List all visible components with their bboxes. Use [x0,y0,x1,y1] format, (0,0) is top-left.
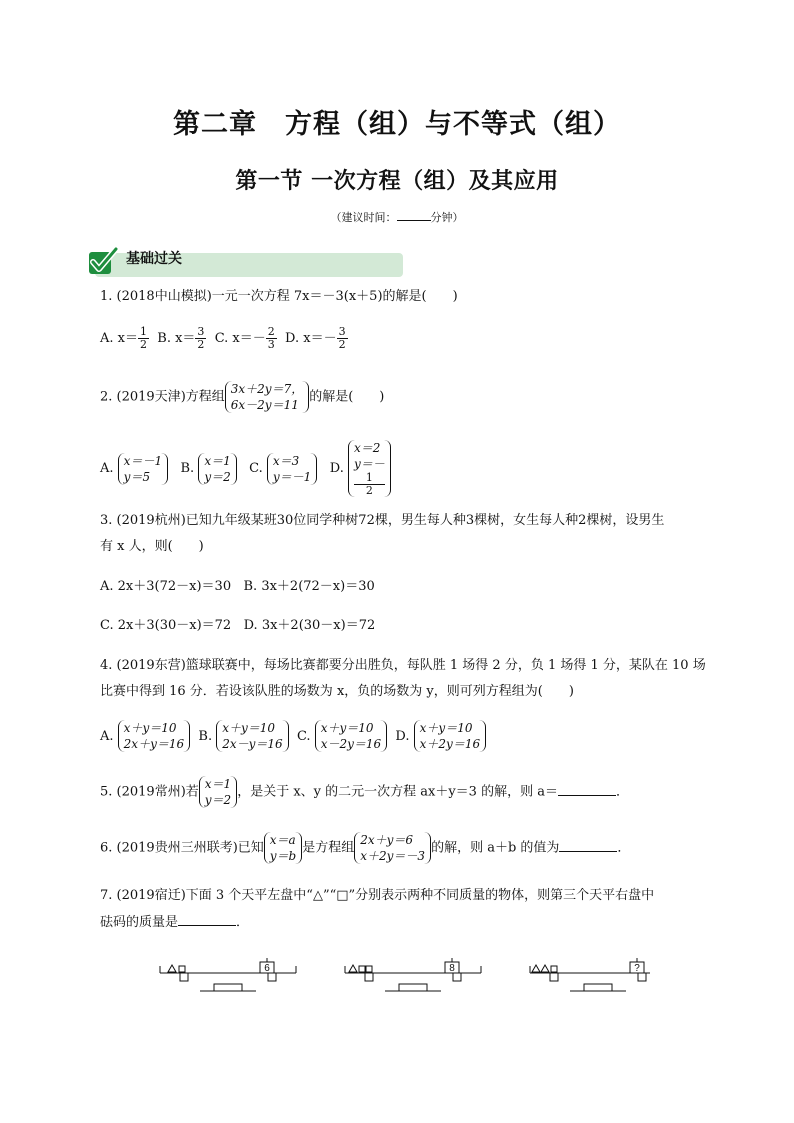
question-7-line-1: 7. (2019宿迁)下面 3 个天平左盘中“△”“□”分别表示两种不同质量的物体，则第三个天平右盘中 [100,888,655,903]
question-4-line-2: 比赛中得到 16 分．若设该队胜的场数为 x，负的场数为 y，则可列方程组为( ) [100,684,574,699]
section-title: 第一节 一次方程（组）及其应用 [235,169,559,194]
balance-3-weight: ? [634,963,640,974]
suggested-time [0,209,794,225]
question-5: 5. (2019常州)若 x＝1 y＝2 ，是关于 x、y 的二元一次方程 ax＋y＝3 的解，则 a＝ ． [100,777,629,807]
question-3-options-row-2 [100,617,375,635]
q1-option-d[interactable]: D. x＝－ $\frac{3}{2}$ [285,325,346,351]
q4-option-b[interactable]: B. x＋y＝10 2x－y＝16 [198,729,288,744]
question-3-line-1: 3. (2019杭州)已知九年级某班30位同学种树72棵，男生每人种3棵树，女生每人种2棵树，设男生 [100,513,665,528]
question-2-options [100,440,391,497]
q6-equation-system: 2x＋y＝6 x＋2y＝－3 [354,832,431,864]
checkmark-icon [86,244,120,278]
q4-option-d[interactable]: D. x＋y＝10 x＋2y＝16 [395,729,486,744]
time-blank[interactable] [397,210,431,221]
q5-solution-system: x＝1 y＝2 [199,776,237,808]
q4-option-a[interactable]: A. x＋y＝10 2x＋y＝16 [100,729,190,744]
q3-option-a[interactable]: A. 2x＋3(72－x)＝30 [100,579,232,594]
q1-option-b[interactable]: B. x＝ $\frac{3}{2}$ [157,325,205,351]
question-3-line-2: 有 x 人，则( ) [100,539,204,554]
question-6: 6. (2019贵州三州联考)已知 x＝a y＝b 是方程组 2x＋y＝6 x＋2y＝－3 的解，则 a＋b 的值为 ． [100,833,631,863]
banner-label: 基础过关 [126,251,182,267]
time-prefix: （建议时间： [330,211,397,224]
q2-option-d[interactable]: D. x＝2 y＝－ 1 2 [330,461,391,476]
question-2-stem: 2. (2019天津)方程组 3x＋2y＝7， 6x－2y＝11 的解是( ) [100,382,385,412]
question-4-line-1: 4. (2019东营)篮球联赛中，每场比赛都要分出胜负，每队胜 1 场得 2 分，负 1 场得 1 分，某队在 10 场 [100,658,706,673]
chapter-title: 第二章 方程（组）与不等式（组） [173,109,621,140]
q7-answer-blank[interactable] [178,913,236,926]
q6-solution-system: x＝a y＝b [264,832,302,864]
balance-1-weight: 6 [264,963,270,974]
balance-3 [530,958,650,991]
q2-option-a[interactable]: A. x＝－1 y＝5 [100,461,168,476]
balance-1 [160,958,296,991]
question-7-line-2: 砝码的质量是 ． [100,915,250,930]
balance-2 [345,958,481,991]
q3-option-c[interactable]: C. 2x＋3(30－x)＝72 [100,618,232,633]
question-3-options-row-1 [100,578,375,596]
balance-figures [150,953,650,1005]
q4-option-c[interactable]: C. x＋y＝10 x－2y＝16 [297,729,387,744]
q2-option-b[interactable]: B. x＝1 y＝2 [180,461,236,476]
balance-2-weight: 8 [449,963,455,974]
question-4-options [100,720,486,752]
q2-option-c[interactable]: C. x＝3 y＝－1 [249,461,317,476]
q6-answer-blank[interactable] [559,839,617,852]
q3-option-d[interactable]: D. 3x＋2(30－x)＝72 [243,618,376,633]
q5-answer-blank[interactable] [558,783,616,796]
q3-option-b[interactable]: B. 3x＋2(72－x)＝30 [243,579,375,594]
question-1-options [100,326,348,351]
q1-option-c[interactable]: C. x＝－ $\frac{2}{3}$ [214,325,275,351]
time-suffix: 分钟） [430,211,464,224]
q2-equation-system: 3x＋2y＝7， 6x－2y＝11 [225,381,309,413]
q1-option-a[interactable]: A. x＝ $\frac{1}{2}$ [100,325,147,351]
question-1-stem: 1. (2018中山模拟)一元一次方程 7x＝－3(x＋5)的解是( ) [100,289,458,304]
